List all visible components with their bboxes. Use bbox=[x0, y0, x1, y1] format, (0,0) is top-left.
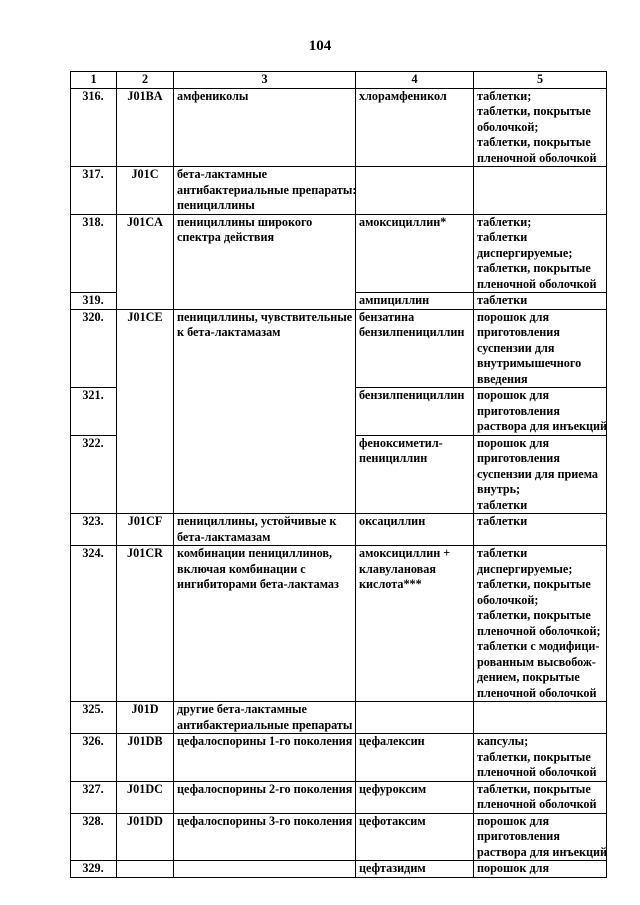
atc-code: J01DD bbox=[117, 813, 174, 861]
atc-code bbox=[117, 861, 174, 878]
dosage-form: таблетки, покрытые пленочной оболочкой bbox=[474, 781, 607, 813]
group-name: цефалоспорины 3-го поколения bbox=[174, 813, 356, 861]
page-number: 104 bbox=[308, 38, 332, 54]
row-number: 320. bbox=[71, 309, 117, 388]
dosage-form: порошок для bbox=[474, 861, 607, 878]
dosage-form: порошок для приготовления раствора для инъекций bbox=[474, 388, 607, 436]
drug-name: цефуроксим bbox=[356, 781, 474, 813]
group-name: пенициллины, чувствительные к бета-лактамазам bbox=[174, 309, 356, 514]
row-number: 325. bbox=[71, 702, 117, 734]
group-name: комбинации пенициллинов, включая комбинации с ингибиторами бета-лактамаз bbox=[174, 546, 356, 702]
dosage-form: таблетки диспергируемые; таблетки, покрытые оболочкой; таблетки, покрытые пленочной оболочкой; таблетки с модифици- рованным высвобож- дением, покрытые пленочной оболочкой bbox=[474, 546, 607, 702]
atc-code: J01DB bbox=[117, 734, 174, 782]
drug-table bbox=[70, 71, 607, 878]
table-row bbox=[71, 88, 607, 167]
dosage-form: порошок для приготовления суспензии для внутримышечного введения bbox=[474, 309, 607, 388]
header-col-5: 5 bbox=[474, 72, 607, 89]
row-number: 321. bbox=[71, 388, 117, 436]
row-number: 316. bbox=[71, 88, 117, 167]
group-name: цефалоспорины 1-го поколения bbox=[174, 734, 356, 782]
atc-code: J01CA bbox=[117, 214, 174, 309]
drug-name: цефтазидим bbox=[356, 861, 474, 878]
dosage-form: порошок для приготовления раствора для инъекций bbox=[474, 813, 607, 861]
group-name: цефалоспорины 2-го поколения bbox=[174, 781, 356, 813]
dosage-form: таблетки; таблетки диспергируемые; таблетки, покрытые пленочной оболочкой bbox=[474, 214, 607, 293]
row-number: 322. bbox=[71, 435, 117, 514]
header-col-4: 4 bbox=[356, 72, 474, 89]
row-number: 318. bbox=[71, 214, 117, 293]
header-row bbox=[71, 72, 607, 89]
group-name: амфениколы bbox=[174, 88, 356, 167]
atc-code: J01CR bbox=[117, 546, 174, 702]
dosage-form: порошок для приготовления суспензии для приема внутрь; таблетки bbox=[474, 435, 607, 514]
dosage-form: капсулы; таблетки, покрытые пленочной оболочкой bbox=[474, 734, 607, 782]
row-number: 323. bbox=[71, 514, 117, 546]
table-row bbox=[71, 781, 607, 813]
atc-code: J01CF bbox=[117, 514, 174, 546]
dosage-form: таблетки bbox=[474, 293, 607, 310]
drug-name: оксациллин bbox=[356, 514, 474, 546]
drug-name bbox=[356, 167, 474, 215]
drug-name: амоксициллин + клавулановая кислота*** bbox=[356, 546, 474, 702]
table-row bbox=[71, 813, 607, 861]
group-name: пенициллины, устойчивые к бета-лактамазам bbox=[174, 514, 356, 546]
dosage-form: таблетки; таблетки, покрытые оболочкой; таблетки, покрытые пленочной оболочкой bbox=[474, 88, 607, 167]
row-number: 327. bbox=[71, 781, 117, 813]
header-col-3: 3 bbox=[174, 72, 356, 89]
atc-code: J01BA bbox=[117, 88, 174, 167]
dosage-form bbox=[474, 702, 607, 734]
header-col-2: 2 bbox=[117, 72, 174, 89]
table-row bbox=[71, 702, 607, 734]
group-name bbox=[174, 861, 356, 878]
row-number: 326. bbox=[71, 734, 117, 782]
row-number: 328. bbox=[71, 813, 117, 861]
drug-name: ампициллин bbox=[356, 293, 474, 310]
table-row bbox=[71, 734, 607, 782]
dosage-form: таблетки bbox=[474, 514, 607, 546]
atc-code: J01D bbox=[117, 702, 174, 734]
drug-name: цефалексин bbox=[356, 734, 474, 782]
group-name: бета-лактамные антибактериальные препараты: пенициллины bbox=[174, 167, 356, 215]
drug-name: бензилпенициллин bbox=[356, 388, 474, 436]
table-row bbox=[71, 167, 607, 215]
drug-name: амоксициллин* bbox=[356, 214, 474, 293]
table-row bbox=[71, 514, 607, 546]
row-number: 329. bbox=[71, 861, 117, 878]
header-col-1: 1 bbox=[71, 72, 117, 89]
atc-code: J01CE bbox=[117, 309, 174, 514]
row-number: 319. bbox=[71, 293, 117, 310]
atc-code: J01C bbox=[117, 167, 174, 215]
row-number: 317. bbox=[71, 167, 117, 215]
drug-name: цефотаксим bbox=[356, 813, 474, 861]
table-row bbox=[71, 214, 607, 293]
drug-name: хлорамфеникол bbox=[356, 88, 474, 167]
atc-code: J01DC bbox=[117, 781, 174, 813]
table-row bbox=[71, 546, 607, 702]
row-number: 324. bbox=[71, 546, 117, 702]
group-name: пенициллины широкого спектра действия bbox=[174, 214, 356, 309]
drug-name: феноксиметил- пенициллин bbox=[356, 435, 474, 514]
dosage-form bbox=[474, 167, 607, 215]
table-row bbox=[71, 309, 607, 388]
table-row bbox=[71, 861, 607, 878]
group-name: другие бета-лактамные антибактериальные препараты bbox=[174, 702, 356, 734]
drug-name bbox=[356, 702, 474, 734]
drug-name: бензатина бензилпенициллин bbox=[356, 309, 474, 388]
